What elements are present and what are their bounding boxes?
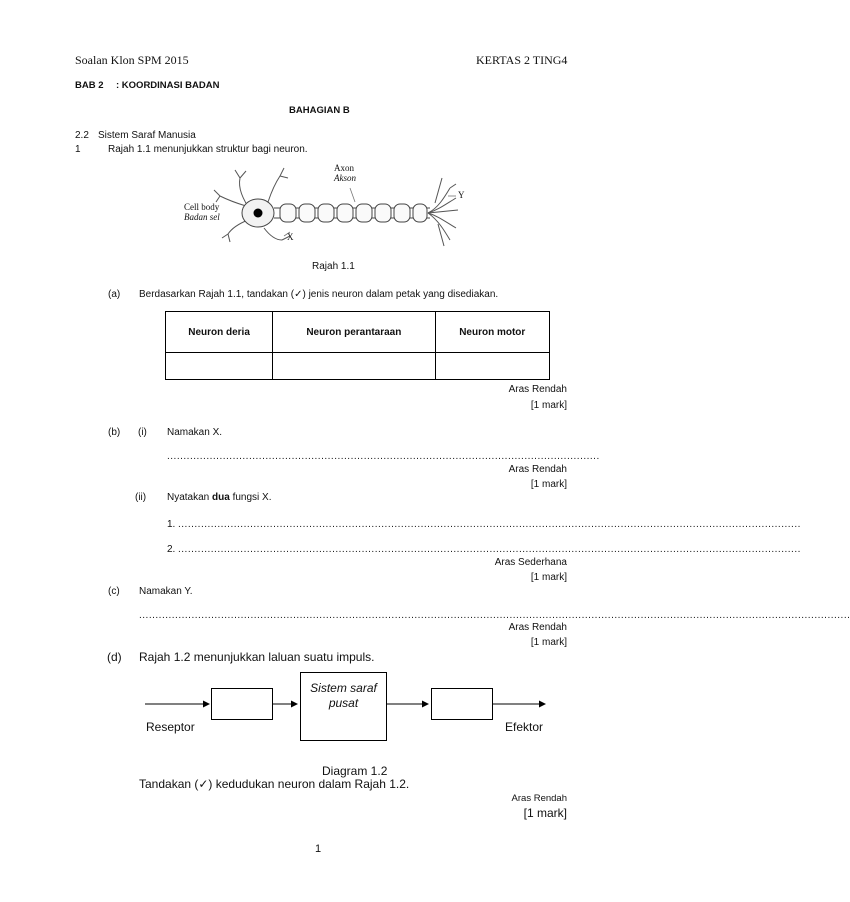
part-d-level: Aras Rendah bbox=[511, 793, 567, 804]
chapter-code: BAB 2 bbox=[75, 80, 104, 91]
neuron-box-left[interactable] bbox=[211, 688, 273, 720]
part-a-level: Aras Rendah bbox=[508, 384, 567, 395]
label-y: Y bbox=[458, 190, 465, 200]
header-left: Soalan Klon SPM 2015 bbox=[75, 53, 189, 67]
label-x: X bbox=[287, 232, 294, 242]
answer-cell-neuron-motor[interactable] bbox=[435, 353, 549, 380]
section-title: BAHAGIAN B bbox=[289, 105, 350, 116]
part-b-ii-text-bold: dua bbox=[212, 492, 230, 503]
effector-label: Efektor bbox=[505, 720, 544, 734]
topic-number: 2.2 bbox=[75, 130, 89, 141]
part-a-text: Berdasarkan Rajah 1.1, tandakan (✓) jenis neuron dalam petak yang disediakan. bbox=[139, 289, 499, 300]
part-c-mark: [1 mark] bbox=[530, 637, 567, 648]
figure1-caption: Rajah 1.1 bbox=[312, 261, 355, 272]
part-b-i-level: Aras Rendah bbox=[508, 464, 567, 475]
question-number: 1 bbox=[75, 144, 81, 155]
pointer-axon bbox=[350, 188, 355, 202]
part-d-mark: [1 mark] bbox=[523, 806, 567, 820]
part-b-i-mark: [1 mark] bbox=[530, 479, 567, 490]
part-b-ii-text bbox=[167, 492, 272, 503]
part-c-label: (c) bbox=[108, 586, 120, 597]
table-header-neuron-deria: Neuron deria bbox=[166, 312, 273, 353]
table-header-neuron-motor: Neuron motor bbox=[435, 312, 549, 353]
part-a-mark: [1 mark] bbox=[530, 400, 567, 411]
part-d-text: Rajah 1.2 menunjukkan laluan suatu impuls. bbox=[139, 650, 375, 664]
label-badan-sel: Badan sel bbox=[184, 212, 220, 222]
label-cell-body: Cell body bbox=[184, 202, 220, 212]
topic-text: Sistem Saraf Manusia bbox=[98, 130, 196, 141]
part-b-ii-line1-num: 1. bbox=[167, 519, 176, 530]
neuron-box-right[interactable] bbox=[431, 688, 493, 720]
part-b-ii-mark: [1 mark] bbox=[530, 572, 567, 583]
diagram2-caption: Diagram 1.2 bbox=[322, 764, 388, 778]
axon bbox=[274, 204, 430, 222]
part-b-i-text: Namakan X. bbox=[167, 427, 223, 438]
chapter-title: : KOORDINASI BADAN bbox=[116, 80, 220, 91]
neuron-type-table bbox=[165, 311, 550, 380]
part-a-label: (a) bbox=[108, 289, 121, 300]
part-c-level: Aras Rendah bbox=[508, 622, 567, 633]
neuron-diagram bbox=[180, 158, 480, 250]
part-b-ii-label: (ii) bbox=[135, 492, 147, 503]
table-header-neuron-perantaraan: Neuron perantaraan bbox=[273, 312, 435, 353]
part-b-ii-text-after: fungsi X. bbox=[229, 492, 272, 503]
label-axon: Axon bbox=[334, 163, 354, 173]
question-text: Rajah 1.1 menunjukkan struktur bagi neuron. bbox=[108, 144, 308, 155]
answer-cell-neuron-perantaraan[interactable] bbox=[273, 353, 435, 380]
page-number: 1 bbox=[315, 843, 322, 855]
nucleus bbox=[254, 209, 263, 218]
part-b-i-label: (i) bbox=[138, 427, 147, 438]
part-b-ii-line2-num: 2. bbox=[167, 544, 176, 555]
cns-label: Sistem saraf pusat bbox=[310, 681, 377, 710]
cns-box bbox=[300, 672, 387, 741]
part-c-text: Namakan Y. bbox=[139, 586, 193, 597]
part-d-instruction: Tandakan (✓) kedudukan neuron dalam Rajah 1.2. bbox=[139, 777, 410, 791]
part-d-label: (d) bbox=[107, 650, 122, 664]
label-akson: Akson bbox=[334, 173, 356, 183]
part-b-ii-text-before: Nyatakan bbox=[167, 492, 213, 503]
answer-cell-neuron-deria[interactable] bbox=[166, 353, 273, 380]
answer-line-b-ii-2[interactable]: .............................................................................................................................................................................................. bbox=[178, 544, 801, 555]
axon-terminal bbox=[428, 178, 458, 246]
answer-line-b-i[interactable]: .................................................................................................................................... bbox=[167, 451, 600, 462]
answer-line-b-ii-1[interactable]: .............................................................................................................................................................................................. bbox=[178, 519, 801, 530]
receptor-label: Reseptor bbox=[146, 720, 195, 734]
part-b-label: (b) bbox=[108, 427, 121, 438]
part-b-ii-level: Aras Sederhana bbox=[494, 557, 567, 568]
header-right: KERTAS 2 TING4 bbox=[476, 53, 568, 67]
answer-line-c[interactable]: ......................................................................................................................................................................................................................... bbox=[139, 610, 850, 621]
